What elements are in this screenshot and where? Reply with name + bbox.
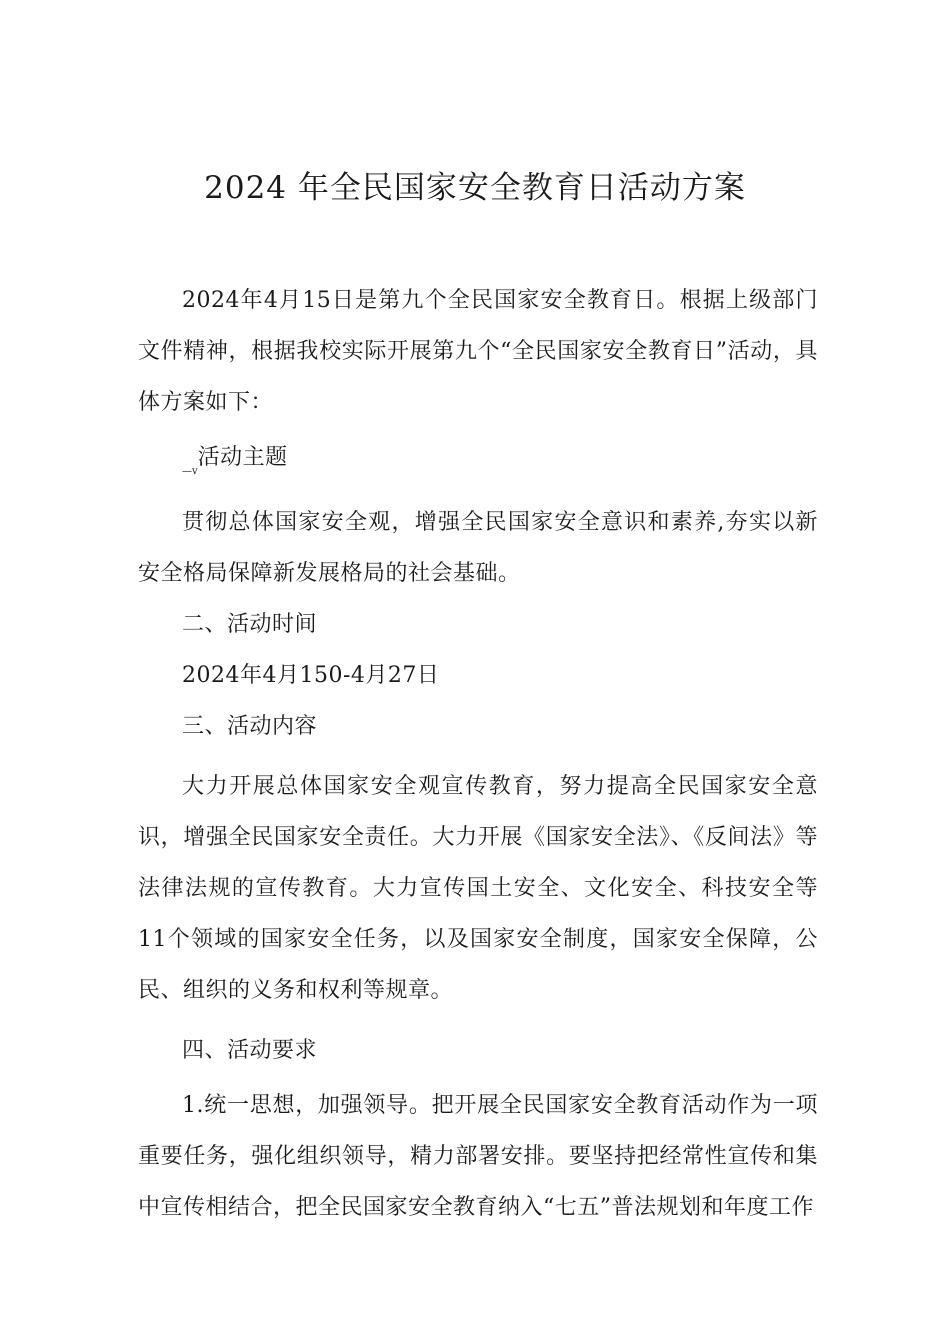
section-marker: —v bbox=[182, 466, 198, 477]
document-title: 2024 年全民国家安全教育日活动方案 bbox=[204, 170, 746, 206]
section-text-theme: 贯彻总体国家安全观，增强全民国家安全意识和素养,夯实以新安全格局保障新发展格局的社会基础。 bbox=[138, 510, 818, 586]
intro-paragraph: 2024年4月15日是第九个全民国家安全教育日。根据上级部门文件精神，根据我校实际开展第九个“全民国家安全教育日”活动，具体方案如下： bbox=[138, 288, 818, 415]
section-heading-label: 活动主题 bbox=[197, 445, 288, 470]
section-heading-content: 三、活动内容 bbox=[182, 714, 318, 739]
section-heading-time: 二、活动时间 bbox=[182, 612, 318, 637]
document-body bbox=[138, 275, 818, 1233]
section-heading-theme bbox=[138, 432, 818, 497]
section-heading-requirements: 四、活动要求 bbox=[182, 1038, 318, 1063]
section-text-content: 大力开展总体国家安全观宣传教育，努力提高全民国家安全意识，增强全民国家安全责任。大力开展《国家安全法》、《反间法》等法律法规的宣传教育。大力宣传国土安全、文化安全、科技安全等11个领域的国家安全任务，以及国家安全制度，国家安全保障，公民、组织的义务和权利等规章。 bbox=[138, 774, 818, 1003]
section-text-time: 2024年4月150-4月27日 bbox=[182, 663, 440, 688]
section-text-requirements: 1.统一思想，加强领导。把开展全民国家安全教育活动作为一项重要任务，强化组织领导，精力部署安排。要坚持把经常性宣传和集中宣传相结合，把全民国家安全教育纳入“七五”普法规划和年度工作 bbox=[138, 1093, 818, 1220]
